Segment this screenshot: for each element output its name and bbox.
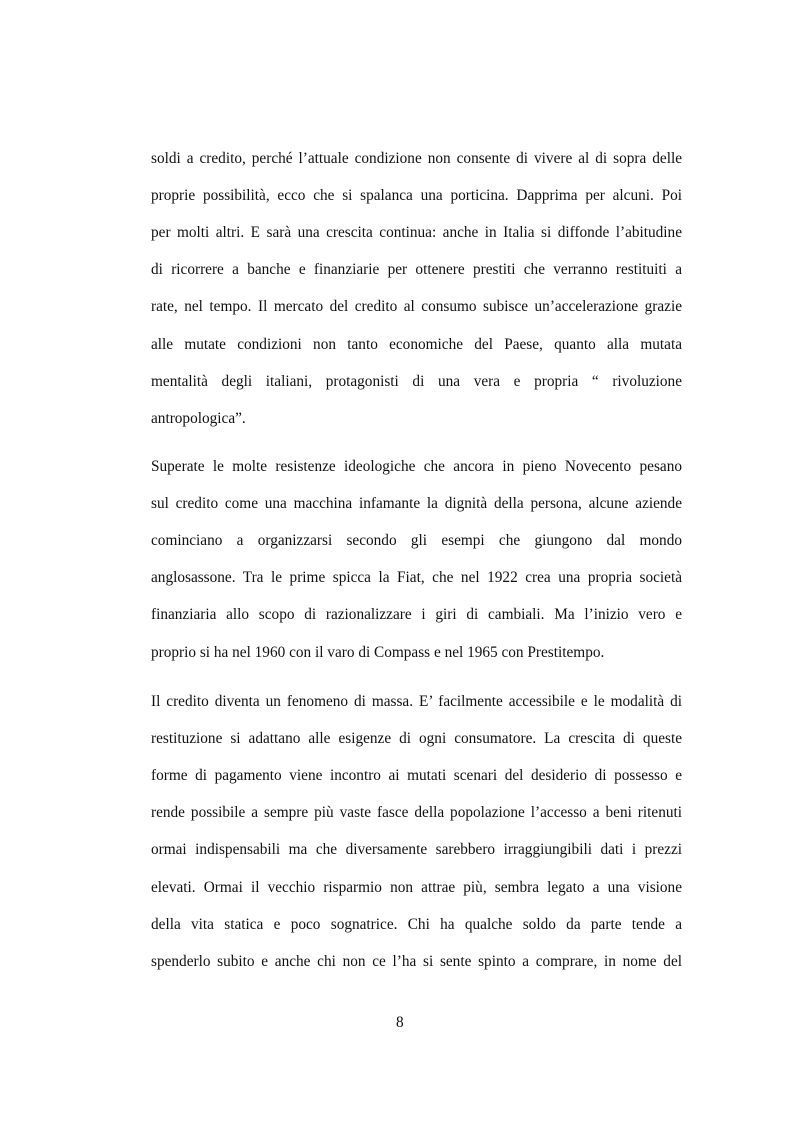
paragraph-line: proprie possibilità, ecco che si spalanca una porticina. Dapprima per alcuni. Poi xyxy=(151,187,682,204)
paragraph-line: di ricorrere a banche e finanziarie per ottenere prestiti che verranno restituiti a xyxy=(151,261,682,278)
paragraph-line: soldi a credito, perché l’attuale condizione non consente di vivere al di sopra delle xyxy=(151,150,682,167)
paragraph-line: rende possibile a sempre più vaste fasce della popolazione l’accesso a beni ritenuti xyxy=(151,804,682,821)
paragraph-line: finanziaria allo scopo di razionalizzare i giri di cambiali. Ma l’inizio vero e xyxy=(151,606,682,623)
paragraph-line: rate, nel tempo. Il mercato del credito al consumo subisce un’accelerazione grazie xyxy=(151,298,682,315)
paragraph-line: spenderlo subito e anche chi non ce l’ha si sente spinto a comprare, in nome del xyxy=(151,953,682,970)
paragraph-line: sul credito come una macchina infamante la dignità della persona, alcune aziende xyxy=(151,495,682,512)
paragraph-line: restituzione si adattano alle esigenze di ogni consumatore. La crescita di queste xyxy=(151,730,682,747)
paragraph-line: Superate le molte resistenze ideologiche che ancora in pieno Novecento pesano xyxy=(151,458,682,475)
paragraph-line: anglosassone. Tra le prime spicca la Fiat, che nel 1922 crea una propria società xyxy=(151,569,682,586)
paragraph-line: elevati. Ormai il vecchio risparmio non attrae più, sembra legato a una visione xyxy=(151,879,682,896)
paragraph-line: mentalità degli italiani, protagonisti di una vera e propria “ rivoluzione xyxy=(151,373,682,390)
paragraph-line: della vita statica e poco sognatrice. Chi ha qualche soldo da parte tende a xyxy=(151,916,682,933)
paragraph-line: Il credito diventa un fenomeno di massa. E’ facilmente accessibile e le modalità di xyxy=(151,693,682,710)
paragraph-line: alle mutate condizioni non tanto economiche del Paese, quanto alla mutata xyxy=(151,336,682,353)
page-number: 8 xyxy=(396,1014,404,1031)
paragraph-line: antropologica”. xyxy=(151,410,246,427)
paragraph-line: ormai indispensabili ma che diversamente sarebbero irraggiungibili dati i prezzi xyxy=(151,841,682,858)
paragraph-line: proprio si ha nel 1960 con il varo di Compass e nel 1965 con Prestitempo. xyxy=(151,644,605,661)
paragraph-line: per molti altri. E sarà una crescita continua: anche in Italia si diffonde l’abitudine xyxy=(151,224,682,241)
paragraph-line: cominciano a organizzarsi secondo gli esempi che giungono dal mondo xyxy=(151,532,682,549)
paragraph-line: forme di pagamento viene incontro ai mutati scenari del desiderio di possesso e xyxy=(151,767,682,784)
